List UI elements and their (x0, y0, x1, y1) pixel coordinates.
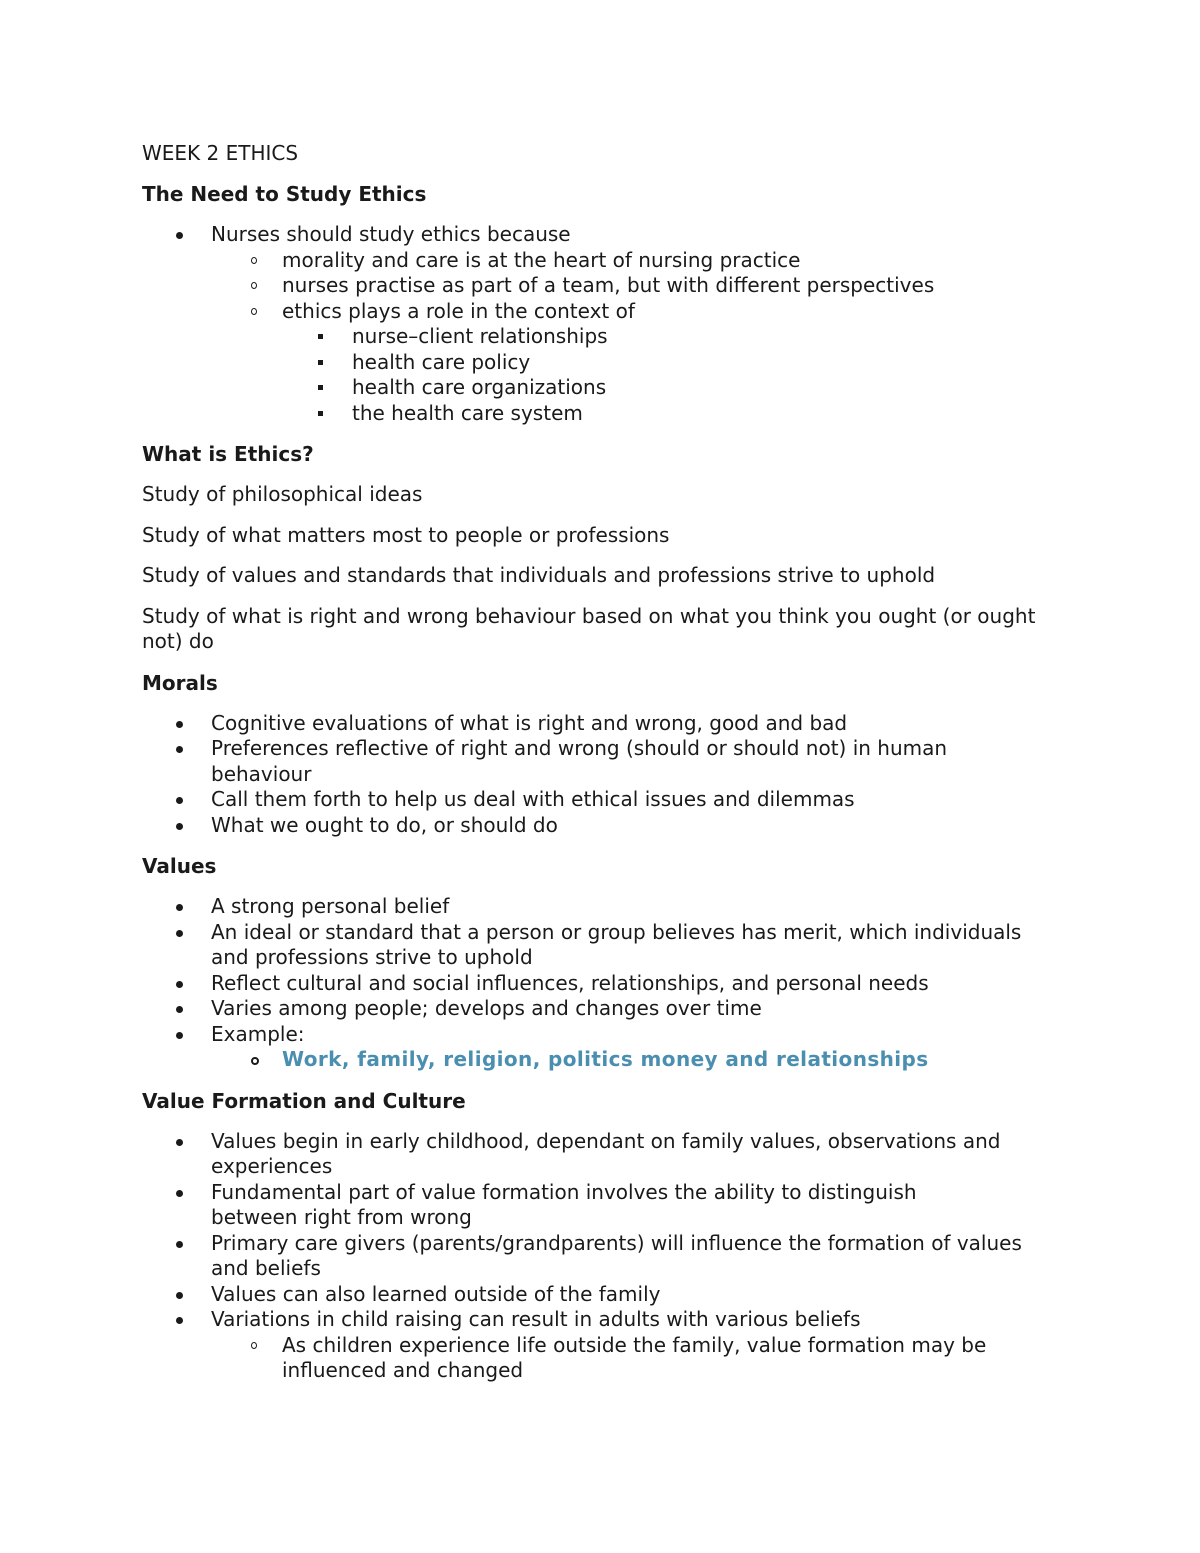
list-item-text: Example: (211, 1021, 305, 1046)
list-item (142, 711, 1022, 737)
need-list (142, 222, 1062, 426)
square-bullet-icon (318, 334, 323, 339)
list-item (142, 894, 1022, 920)
square-bullet-icon (318, 411, 323, 416)
heading-value-formation: Value Formation and Culture (142, 1088, 466, 1113)
list-item (142, 736, 1022, 787)
list-item-text: Varies among people; develops and changes over time (211, 996, 762, 1020)
list-item-text: nurses practise as part of a team, but with different perspectives (282, 273, 935, 297)
circle-bullet-icon (251, 308, 257, 315)
list-item (282, 350, 1062, 376)
circle-bullet-icon (251, 282, 257, 289)
list-item (282, 324, 1062, 350)
list-item (211, 299, 1062, 427)
list-item (282, 375, 1062, 401)
list-item (142, 222, 1062, 426)
list-item-text: An ideal or standard that a person or group believes has merit, which individuals and professions strive to uphold (211, 919, 1022, 969)
list-item-text: What we ought to do, or should do (211, 812, 558, 837)
heading-need-to-study: The Need to Study Ethics (142, 182, 427, 206)
heading-values: Values (142, 854, 217, 878)
list-item (282, 401, 1062, 427)
list-item (142, 996, 1022, 1022)
list-item-text: the health care system (352, 400, 583, 425)
list-item (142, 1180, 1042, 1231)
need-sublist (211, 248, 1062, 427)
list-item-text: A strong personal belief (211, 894, 450, 918)
bullet-icon (176, 904, 183, 911)
context-list (282, 324, 1062, 426)
list-item (142, 1282, 1042, 1308)
list-item (211, 1047, 1022, 1073)
document-page (142, 140, 1062, 1399)
list-item-text: Reflect cultural and social influences, relationships, and personal needs (211, 970, 929, 995)
bullet-icon (176, 823, 183, 830)
paragraph: Study of philosophical ideas (142, 482, 423, 506)
bullet-icon (176, 1292, 183, 1299)
square-bullet-icon (318, 385, 323, 390)
list-item-text: ethics plays a role in the context of (282, 298, 635, 323)
list-item-text: Primary care givers (parents/grandparents) will influence the formation of values and beliefs (211, 1230, 1022, 1280)
bullet-icon (176, 1032, 183, 1039)
list-item (142, 787, 1022, 813)
bullet-icon (176, 797, 183, 804)
list-item (211, 273, 1062, 299)
morals-list (142, 711, 1022, 839)
list-item-text: Cognitive evaluations of what is right and wrong, good and bad (211, 710, 848, 735)
list-item (142, 813, 1022, 839)
list-item (142, 1307, 1042, 1384)
list-item-text: Fundamental part of value formation involves the ability to distinguish between right from wrong (211, 1179, 917, 1229)
list-item-text: Preferences reflective of right and wrong (should or should not) in human behaviour (211, 736, 948, 786)
list-item (142, 1231, 1042, 1282)
bullet-icon (176, 1241, 183, 1248)
list-item-text: Call them forth to help us deal with ethical issues and dilemmas (211, 787, 855, 811)
bullet-icon (176, 1317, 183, 1324)
list-item-text: Values begin in early childhood, dependant on family values, observations and experiences (211, 1128, 1001, 1178)
list-item (142, 920, 1022, 971)
bullet-icon (176, 930, 183, 937)
example-text: Work, family, religion, politics money and relationships (282, 1047, 929, 1071)
list-item (211, 1333, 1042, 1384)
bullet-icon (176, 746, 183, 753)
list-item (142, 1129, 1042, 1180)
paragraph: Study of values and standards that individuals and professions strive to uphold (142, 563, 936, 587)
heading-morals: Morals (142, 670, 218, 695)
square-bullet-icon (318, 360, 323, 365)
circle-bullet-icon (251, 1057, 259, 1065)
list-item-text: nurse–client relationships (352, 324, 608, 348)
list-item-text: morality and care is at the heart of nursing practice (282, 247, 801, 272)
bullet-icon (176, 232, 183, 239)
list-item-text: As children experience life outside the family, value formation may be influenced and changed (282, 1332, 987, 1382)
bullet-icon (176, 1139, 183, 1146)
bullet-icon (176, 981, 183, 988)
list-item-text: Variations in child raising can result in adults with various beliefs (211, 1307, 861, 1331)
list-item (211, 248, 1062, 274)
list-item-text: Nurses should study ethics because (211, 222, 571, 246)
circle-bullet-icon (251, 1342, 257, 1349)
list-item-text: health care policy (352, 349, 531, 374)
list-item-text: health care organizations (352, 375, 607, 399)
list-item (142, 1022, 1022, 1073)
circle-bullet-icon (251, 257, 257, 264)
heading-what-is-ethics: What is Ethics? (142, 442, 314, 466)
paragraph: Study of what matters most to people or professions (142, 522, 670, 547)
bullet-icon (176, 1190, 183, 1197)
formation-list (142, 1129, 1042, 1384)
bullet-icon (176, 1006, 183, 1013)
list-item-text: Values can also learned outside of the family (211, 1281, 661, 1306)
document-title: WEEK 2 ETHICS (142, 141, 299, 165)
values-list (142, 894, 1022, 1073)
list-item (142, 971, 1022, 997)
bullet-icon (176, 721, 183, 728)
example-sublist (211, 1047, 1022, 1073)
formation-sublist (211, 1333, 1042, 1384)
paragraph: Study of what is right and wrong behaviour based on what you think you ought (or ought not) do (142, 603, 1036, 653)
